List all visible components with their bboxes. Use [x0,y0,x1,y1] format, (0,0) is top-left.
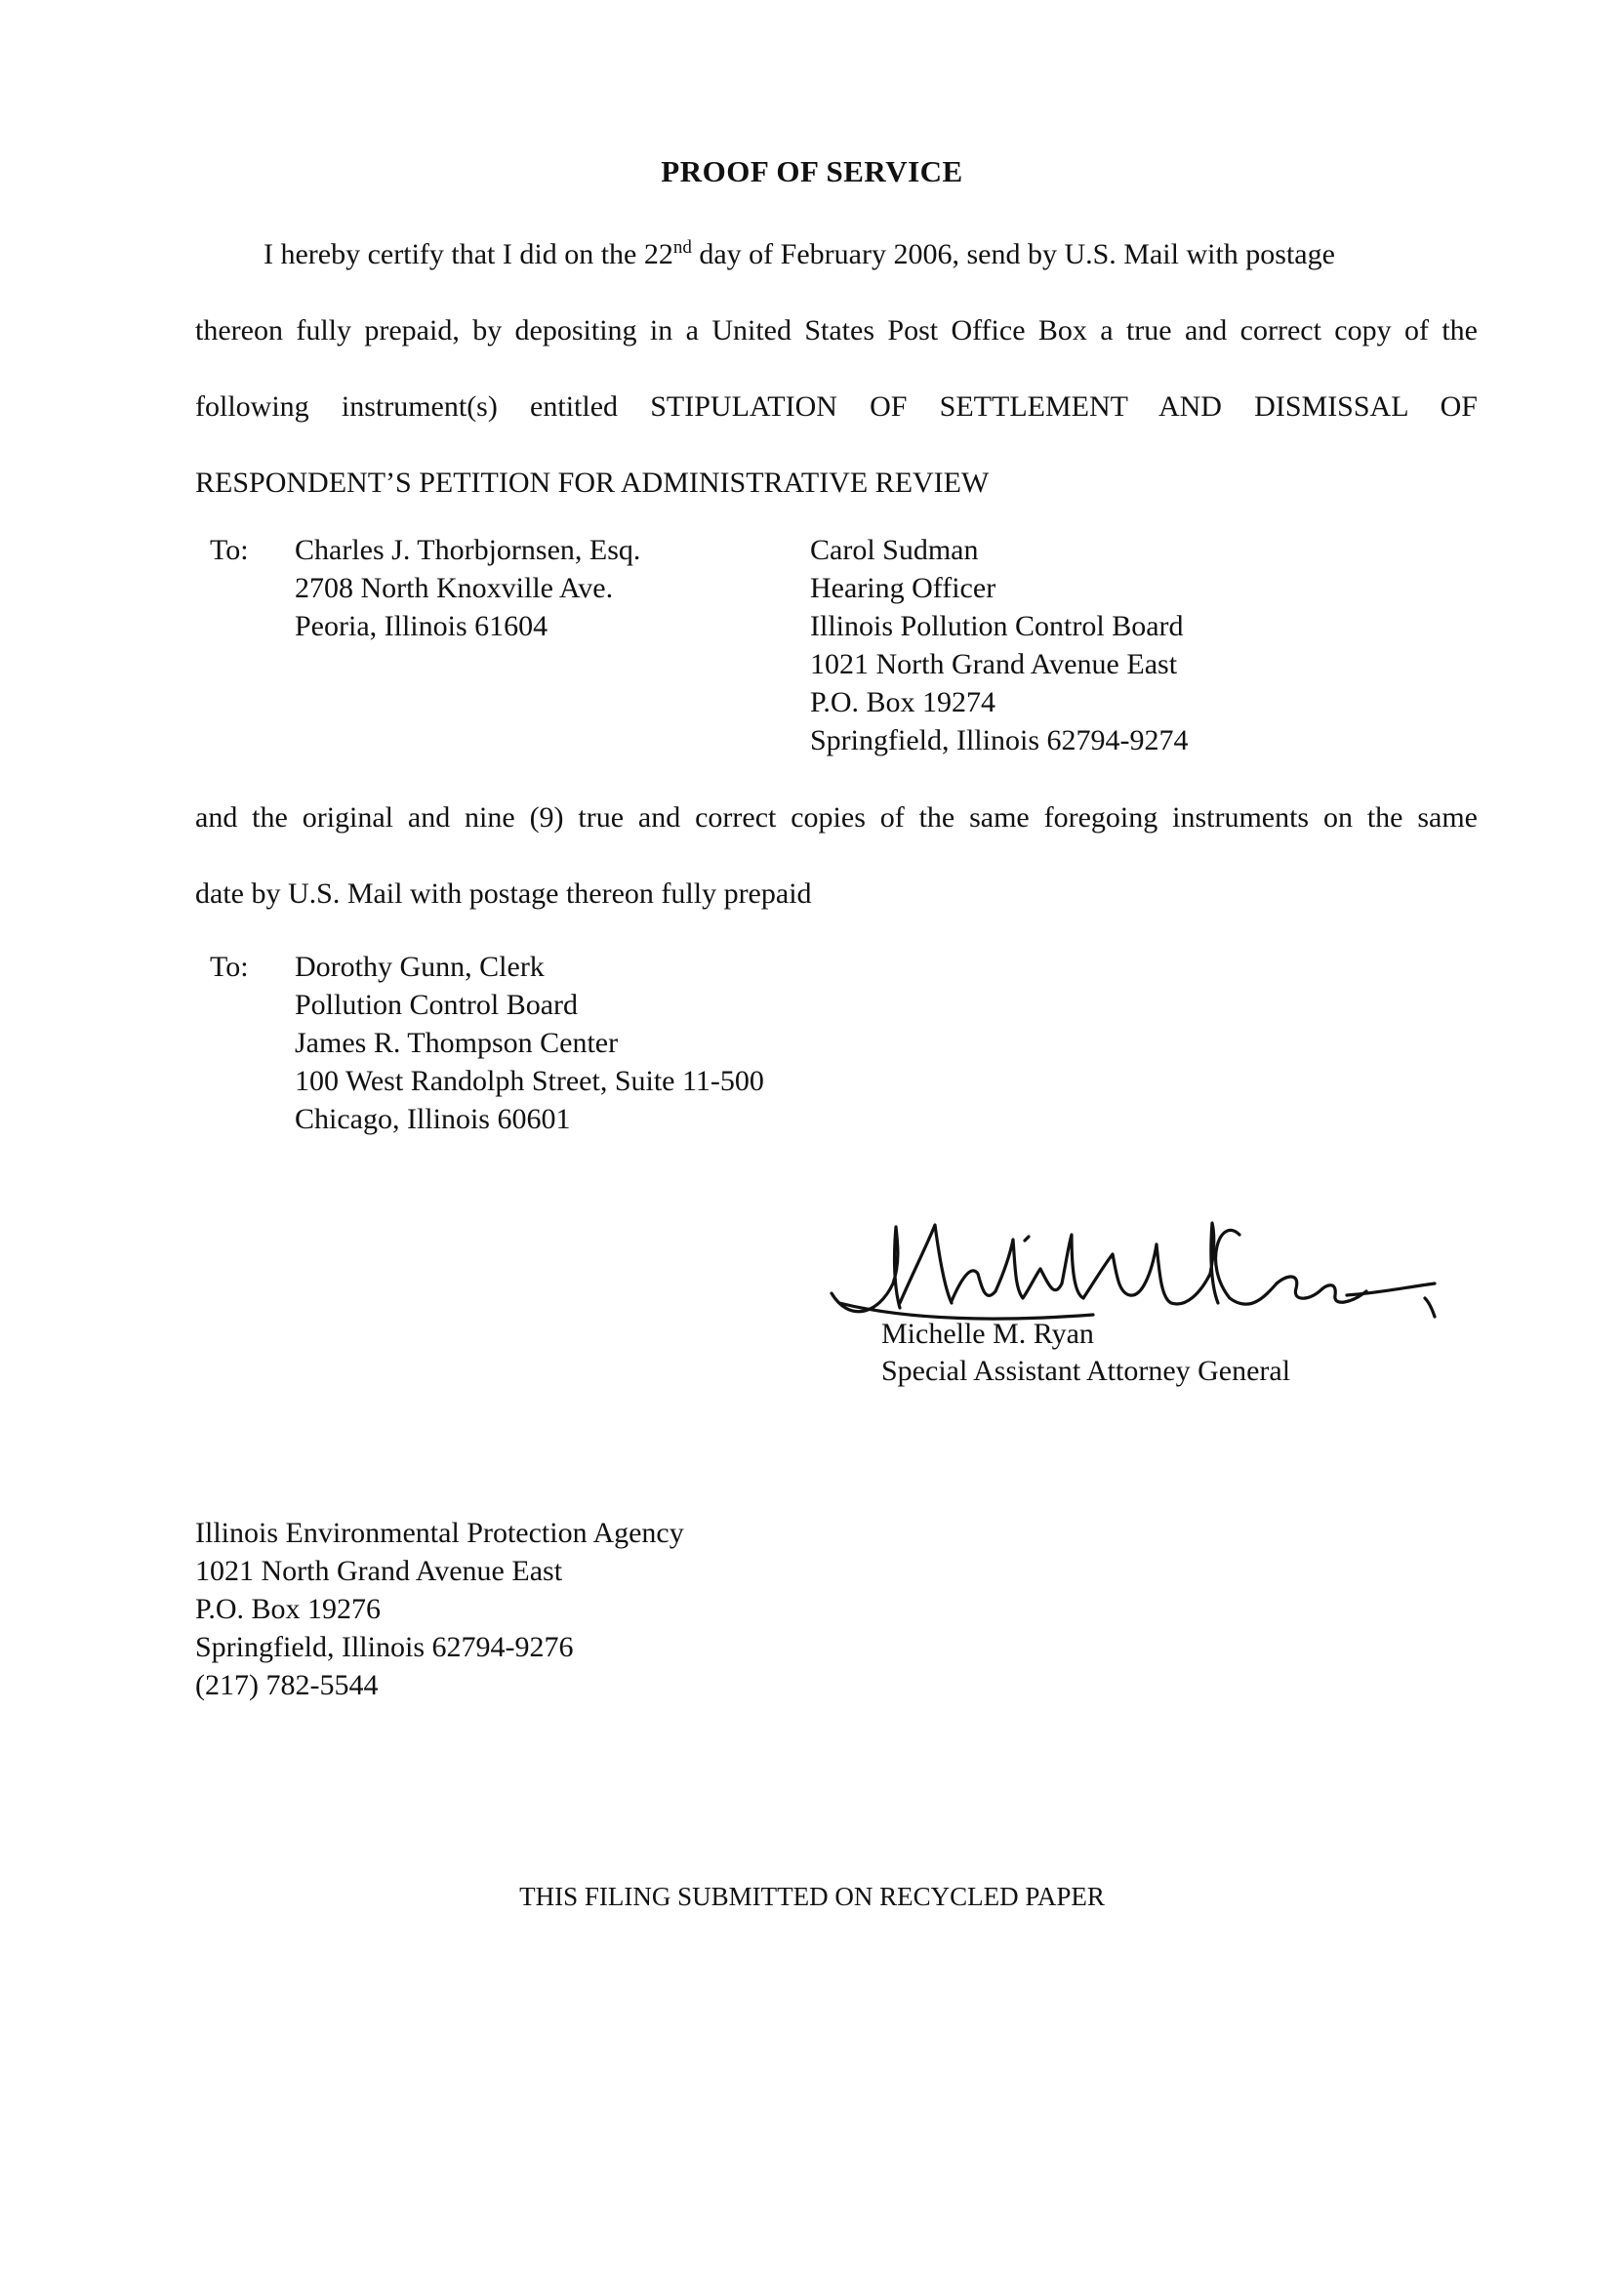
agency-address [195,1514,684,1704]
recycled-paper-footer: THIS FILING SUBMITTED ON RECYCLED PAPER [519,1882,1105,1911]
address-line: Hearing Officer [810,572,996,604]
to-label-2: To: [210,951,249,983]
address-line: Springfield, Illinois 62794-9276 [195,1631,574,1663]
address-line: 1021 North Grand Avenue East [810,648,1178,680]
address-line: Illinois Pollution Control Board [810,610,1184,642]
address-line: (217) 782-5544 [195,1669,379,1701]
certification-text-a: I hereby certify that I did on the 22 [264,238,673,270]
ordinal-suffix: nd [672,237,692,258]
recipient-address-left [295,531,640,645]
certification-line-1 [195,210,1478,293]
address-line: Illinois Environmental Protection Agency [195,1517,684,1549]
original-copies-paragraph [195,780,1478,932]
address-line: P.O. Box 19274 [810,686,996,718]
certification-line-3: following instrument(s) entitled STIPULATION OF SETTLEMENT AND DISMISSAL OF [195,390,1478,423]
address-line: 1021 North Grand Avenue East [195,1555,563,1587]
signer-name: Michelle M. Ryan [881,1318,1094,1350]
signer-title: Special Assistant Attorney General [881,1355,1291,1387]
recipient-address-right [810,531,1188,759]
clerk-address [295,948,764,1138]
address-line: Carol Sudman [810,534,979,566]
address-line: Chicago, Illinois 60601 [295,1103,571,1135]
original-copies-line-2: date by U.S. Mail with postage thereon fully prepaid [195,877,812,910]
to-label-1: To: [210,534,249,566]
address-line: Pollution Control Board [295,989,579,1021]
document-title: PROOF OF SERVICE [661,154,963,188]
address-line: P.O. Box 19276 [195,1593,382,1625]
address-line: James R. Thompson Center [295,1027,619,1059]
address-line: Dorothy Gunn, Clerk [295,951,545,983]
original-copies-line-1: and the original and nine (9) true and correct copies of the same foregoing instruments on the same [195,801,1478,834]
address-line: Springfield, Illinois 62794-9274 [810,724,1189,756]
address-line: 2708 North Knoxville Ave. [295,572,614,604]
address-line: Charles J. Thorbjornsen, Esq. [295,534,641,566]
certification-line-4: RESPONDENT’S PETITION FOR ADMINISTRATIVE REVIEW [195,467,990,499]
signature-block [881,1316,1290,1390]
certification-line-2: thereon fully prepaid, by depositing in a United States Post Office Box a true and correct copy of the [195,314,1478,346]
address-line: Peoria, Illinois 61604 [295,610,548,642]
certification-paragraph [195,210,1478,521]
certification-text-b: day of February 2006, send by U.S. Mail with postage [691,238,1335,270]
address-line: 100 West Randolph Street, Suite 11-500 [295,1065,764,1097]
